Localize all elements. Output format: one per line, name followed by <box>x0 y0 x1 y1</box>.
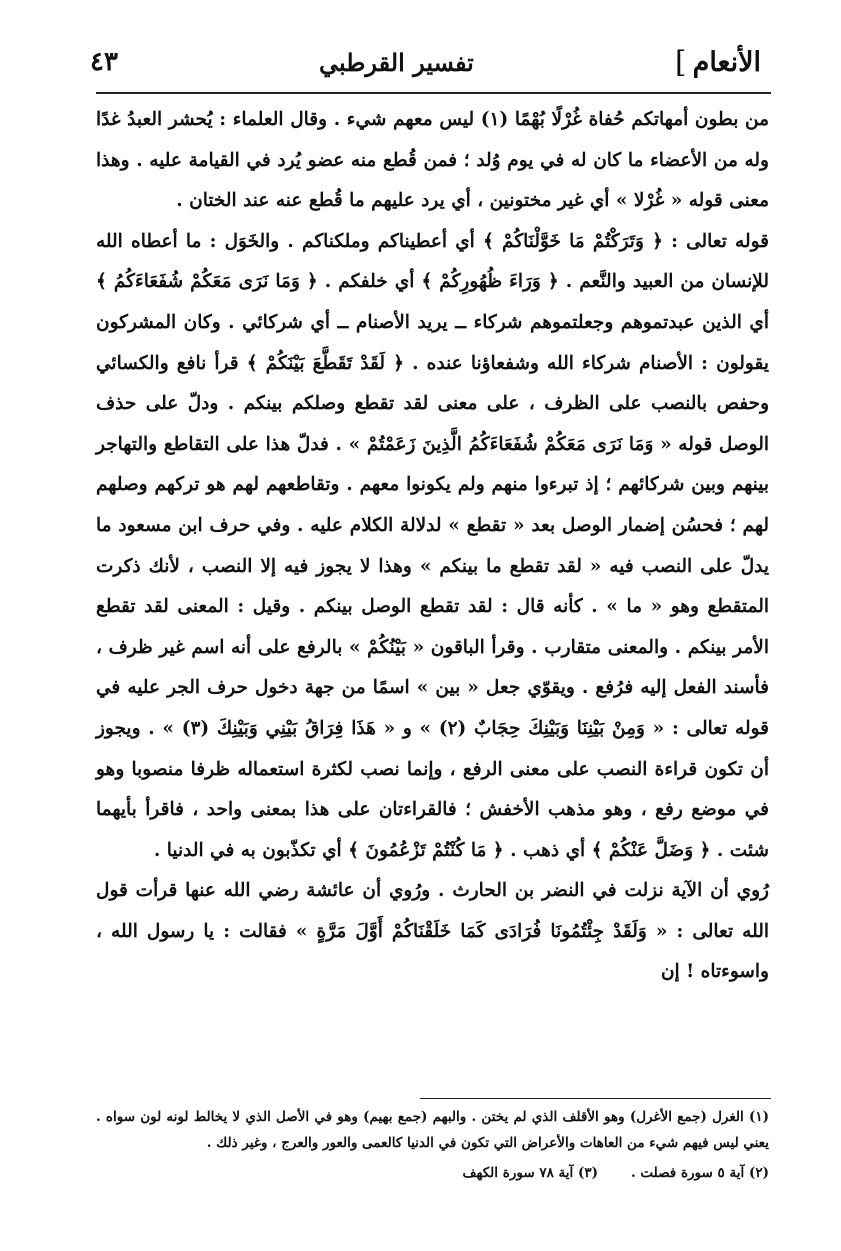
paragraph-1: من بطون أمهاتكم حُفاة غُرْلًا بُهْمًا (١) ليس معهم شيء . وقال العلماء : يُحشر العبدُ غدًا وله من الأعضاء ما كان له في يوم وُلد ؛ فمن قُطع منه عضو يُرد في القيامة عليه . وهذا معنى قوله « غُرْلا » أي غير مختونين ، أي يرد عليهم ما قُطع عنه عند الختان . <box>96 109 769 212</box>
header-bracket: ] <box>674 44 687 80</box>
paragraph-2: قوله تعالى : ﴿ وَتَرَكْتُمْ مَا خَوَّلْنَاكُمْ ﴾ أي أعطيناكم وملكناكم . والخَوَل : ما أعطاه الله للإنسان من العبيد والنَّعم . ﴿ وَرَاءَ ظُهُورِكُمْ ﴾ أي خلفكم . ﴿ وَمَا نَرَى مَعَكُمْ شُفَعَاءَكُمُ ﴾ أي الذين عبدتموهم وجعلتموهم شركاء ــ يريد الأصنام ــ أي شركائي . وكان المشركون يقولون : الأصنام شركاء الله وشفعاؤنا عنده . ﴿ لَقَدْ تَقَطَّعَ بَيْنَكُمْ ﴾ قرأ نافع والكسائي وحفص بالنصب على الظرف ، على معنى لقد تقطع وصلكم بينكم . ودلّ على حذف الوصل قوله « وَمَا نَرَى مَعَكُمْ شُفَعَاءَكُمُ الَّذِينَ زَعَمْتُمْ » . فدلّ هذا على التقاطع والتهاجر بينهم وبين شركائهم ؛ إذ تبرءوا منهم ولم يكونوا معهم . وتقاطعهم لهم هو تركهم وصلهم لهم ؛ فحسُن إضمار الوصل بعد « تقطع » لدلالة الكلام عليه . وفي حرف ابن مسعود ما يدلّ على النصب فيه « لقد تقطع ما بينكم » وهذا لا يجوز فيه إلا النصب ، لأنك ذكرت المتقطع وهو « ما » . كأنه قال : لقد تقطع الوصل بينكم . وقيل : المعنى لقد تقطع الأمر بينكم . والمعنى متقارب . وقرأ الباقون « بَيْنُكُمْ » بالرفع على أنه اسم غير ظرف ، فأسند الفعل إليه فرُفع . ويقوّي جعل « بين » اسمًا من جهة دخول حرف الجر عليه في قوله تعالى : « وَمِنْ بَيْنِنَا وَبَيْنِكَ حِجَابٌ (٢) » و « هَذَا فِرَاقُ بَيْنِي وَبَيْنِكَ (٣) » . ويجوز أن تكون قراءة النصب على معنى الرفع ، وإنما نصب لكثرة استعماله ظرفا منصوبا وهو في موضع رفع ، وهو مذهب الأخفش ؛ فالقراءتان على هذا بمعنى واحد ، فاقرأ بأيهما شئت . ﴿ وَضَلَّ عَنْكُمْ ﴾ أي ذهب . ﴿ مَا كُنْتُمْ تَزْعُمُونَ ﴾ أي تكذّبون به في الدنيا . <box>96 230 769 861</box>
footnote-rule <box>420 1098 771 1099</box>
header-rule <box>96 92 771 94</box>
footnote-2: (٢) آية ٥ سورة فصلت . <box>630 1165 769 1181</box>
footnote-3: (٣) آية ٧٨ سورة الكهف <box>462 1165 599 1181</box>
footnotes <box>96 1104 769 1186</box>
page-number: ٤٣ <box>90 47 118 77</box>
footnote-refs <box>96 1160 769 1186</box>
page-header <box>90 40 761 84</box>
surah-name <box>675 45 761 80</box>
surah-label: الأنعام <box>692 46 761 78</box>
paragraph-3: رُوي أن الآية نزلت في النضر بن الحارث . ورُوي أن عائشة رضي الله عنها قرأت قول الله تعالى : « وَلَقَدْ جِئْتُمُونَا فُرَادَى كَمَا خَلَقْنَاكُمْ أَوَّلَ مَرَّةٍ » فقالت : يا رسول الله ، واسوءتاه ! إن <box>96 880 770 983</box>
main-text <box>96 100 769 993</box>
book-title: تفسير القرطبي <box>319 47 474 77</box>
footnote-1: (١) الغرل (جمع الأغرل) وهو الأقلف الذي لم يختن . والبهم (جمع بهيم) وهو في الأصل الذي لا يخالط لونه لون سواه . يعني ليس فيهم شيء من العاهات والأعراض التي تكون في الدنيا كالعمى والعور والعرج ، وغير ذلك . <box>96 1109 769 1151</box>
